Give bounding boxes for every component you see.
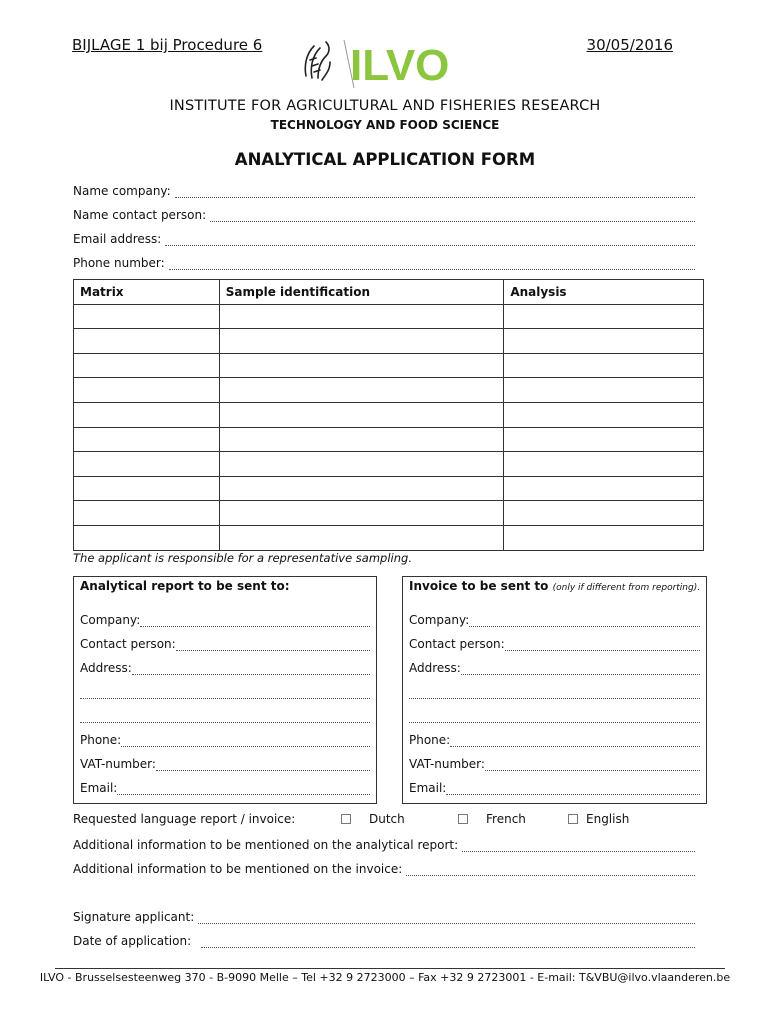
logo-wordmark: ILVO <box>350 41 450 90</box>
column-header-analysis: Analysis <box>504 280 704 305</box>
report-phone-field[interactable] <box>80 731 370 747</box>
email-address-label: Email address: <box>73 232 162 246</box>
invoice-address-field[interactable] <box>409 659 700 675</box>
column-header-matrix: Matrix <box>74 280 220 305</box>
matrix-cell[interactable] <box>74 329 220 354</box>
table-row <box>74 525 704 550</box>
phone-number-field[interactable] <box>73 254 695 270</box>
name-company-field[interactable] <box>73 182 695 198</box>
analysis-cell[interactable] <box>504 304 704 329</box>
invoice-email-label: Email: <box>409 781 447 795</box>
application-date-label: Date of application: <box>73 934 192 948</box>
table-row <box>74 402 704 427</box>
sample-id-cell[interactable] <box>219 452 504 477</box>
invoice-phone-field[interactable] <box>409 731 700 747</box>
invoice-address-line-2[interactable] <box>409 683 700 699</box>
matrix-cell[interactable] <box>74 427 220 452</box>
invoice-vat-field[interactable] <box>409 755 700 771</box>
matrix-cell[interactable] <box>74 452 220 477</box>
analysis-cell[interactable] <box>504 353 704 378</box>
language-dutch-label: Dutch <box>369 812 405 826</box>
report-contact-field[interactable] <box>80 635 370 651</box>
invoice-address-line-3[interactable] <box>409 707 700 723</box>
invoice-contact-field[interactable] <box>409 635 700 651</box>
language-french-label: French <box>486 812 526 826</box>
language-english-label: English <box>586 812 630 826</box>
name-contact-field[interactable] <box>73 206 695 222</box>
matrix-cell[interactable] <box>74 501 220 526</box>
sample-id-cell[interactable] <box>219 525 504 550</box>
language-label: Requested language report / invoice: <box>73 812 296 826</box>
form-title: ANALYTICAL APPLICATION FORM <box>234 150 536 169</box>
invoice-heading-note: (only if different from reporting). <box>552 583 701 593</box>
table-row <box>74 329 704 354</box>
analysis-cell[interactable] <box>504 525 704 550</box>
matrix-cell[interactable] <box>74 378 220 403</box>
flemish-lion-icon <box>305 42 330 80</box>
table-row <box>74 501 704 526</box>
table-row <box>74 452 704 477</box>
invoice-phone-label: Phone: <box>409 733 451 747</box>
sample-id-cell[interactable] <box>219 501 504 526</box>
sample-id-cell[interactable] <box>219 378 504 403</box>
report-address-label: Address: <box>80 661 132 675</box>
checkbox-icon[interactable] <box>568 814 578 824</box>
email-address-field[interactable] <box>73 230 695 246</box>
report-address-field[interactable] <box>80 659 370 675</box>
additional-report-label: Additional information to be mentioned on the analytical report: <box>73 838 459 852</box>
table-header-row <box>74 280 704 305</box>
report-email-label: Email: <box>80 781 118 795</box>
report-contact-label: Contact person: <box>80 637 176 651</box>
report-email-field[interactable] <box>80 779 370 795</box>
sample-id-cell[interactable] <box>219 353 504 378</box>
document-date: 30/05/2016 <box>586 36 673 54</box>
matrix-cell[interactable] <box>74 525 220 550</box>
sample-id-cell[interactable] <box>219 304 504 329</box>
checkbox-icon[interactable] <box>458 814 468 824</box>
invoice-company-field[interactable] <box>409 611 700 627</box>
invoice-company-label: Company: <box>409 613 470 627</box>
matrix-cell[interactable] <box>74 353 220 378</box>
analysis-cell[interactable] <box>504 329 704 354</box>
name-contact-label: Name contact person: <box>73 208 207 222</box>
language-option-dutch[interactable] <box>341 812 405 826</box>
report-company-field[interactable] <box>80 611 370 627</box>
additional-invoice-label: Additional information to be mentioned on the invoice: <box>73 862 403 876</box>
report-address-line-2[interactable] <box>80 683 370 699</box>
application-date-field[interactable] <box>73 932 695 948</box>
analysis-cell[interactable] <box>504 402 704 427</box>
report-vat-label: VAT-number: <box>80 757 156 771</box>
report-recipient-box <box>73 576 377 804</box>
analysis-cell[interactable] <box>504 427 704 452</box>
signature-field[interactable] <box>73 908 695 924</box>
additional-report-field[interactable] <box>73 836 695 852</box>
report-company-label: Company: <box>80 613 141 627</box>
table-row <box>74 304 704 329</box>
invoice-box-heading <box>409 579 700 593</box>
report-vat-field[interactable] <box>80 755 370 771</box>
report-address-line-3[interactable] <box>80 707 370 723</box>
report-phone-label: Phone: <box>80 733 122 747</box>
report-box-heading: Analytical report to be sent to: <box>80 579 290 593</box>
table-row <box>74 378 704 403</box>
institute-name: INSTITUTE FOR AGRICULTURAL AND FISHERIES RESEARCH <box>169 98 601 114</box>
table-row <box>74 476 704 501</box>
footer-divider <box>55 968 725 969</box>
sample-id-cell[interactable] <box>219 329 504 354</box>
sample-id-cell[interactable] <box>219 476 504 501</box>
table-row <box>74 353 704 378</box>
sample-id-cell[interactable] <box>219 402 504 427</box>
invoice-contact-label: Contact person: <box>409 637 505 651</box>
sample-id-cell[interactable] <box>219 427 504 452</box>
column-header-sample-identification: Sample identification <box>219 280 504 305</box>
sampling-note: The applicant is responsible for a representative sampling. <box>73 551 412 565</box>
additional-invoice-field[interactable] <box>73 860 695 876</box>
invoice-recipient-box <box>402 576 707 804</box>
invoice-vat-label: VAT-number: <box>409 757 485 771</box>
table-row <box>74 427 704 452</box>
signature-label: Signature applicant: <box>73 910 195 924</box>
name-company-label: Name company: <box>73 184 171 198</box>
matrix-cell[interactable] <box>74 402 220 427</box>
invoice-address-label: Address: <box>409 661 461 675</box>
analysis-cell[interactable] <box>504 476 704 501</box>
analysis-cell[interactable] <box>504 452 704 477</box>
analysis-cell[interactable] <box>504 378 704 403</box>
matrix-cell[interactable] <box>74 476 220 501</box>
language-option-english[interactable] <box>568 812 629 826</box>
invoice-heading-text: Invoice to be sent to <box>409 579 549 593</box>
samples-table <box>73 279 704 551</box>
language-option-french[interactable] <box>458 812 526 826</box>
ilvo-logo <box>300 36 470 90</box>
matrix-cell[interactable] <box>74 304 220 329</box>
checkbox-icon[interactable] <box>341 814 351 824</box>
phone-number-label: Phone number: <box>73 256 165 270</box>
analysis-cell[interactable] <box>504 501 704 526</box>
department-name: TECHNOLOGY AND FOOD SCIENCE <box>270 118 500 132</box>
invoice-email-field[interactable] <box>409 779 700 795</box>
footer-contact: ILVO - Brusselsesteenweg 370 - B-9090 Melle – Tel +32 9 2723000 – Fax +32 9 2723001 - E-mail: T&VBU@ilvo.vlaanderen.be <box>39 971 731 984</box>
annex-reference: BIJLAGE 1 bij Procedure 6 <box>72 36 263 54</box>
